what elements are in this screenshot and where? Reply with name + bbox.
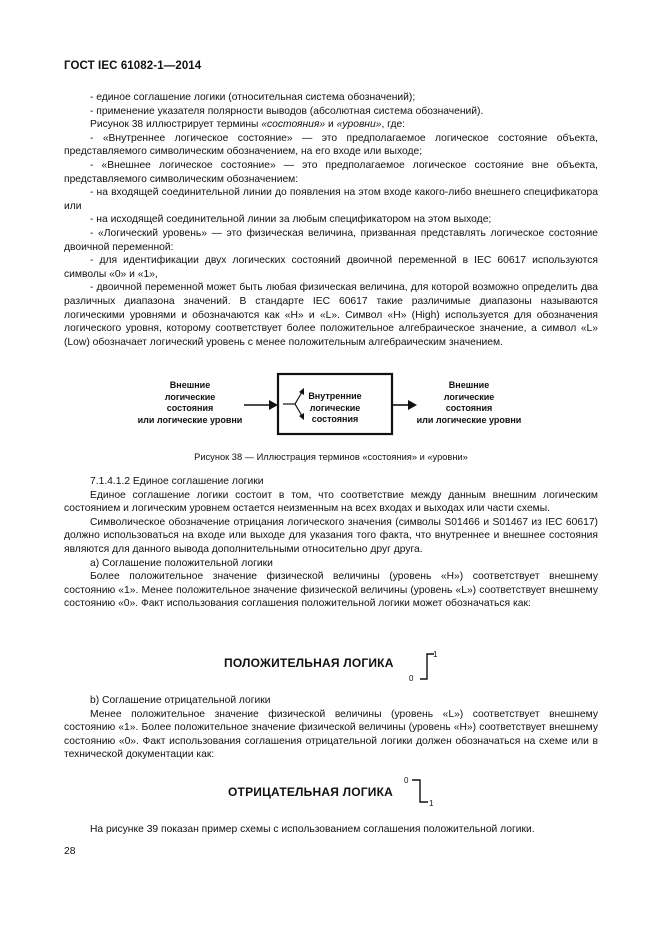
positive-logic-label: ПОЛОЖИТЕЛЬНАЯ ЛОГИКА bbox=[224, 656, 394, 670]
page-number: 28 bbox=[64, 846, 76, 857]
paragraph: На рисунке 39 показан пример схемы с использованием соглашения положительной логики. bbox=[90, 824, 535, 835]
paragraph: a) Соглашение положительной логики bbox=[90, 557, 273, 569]
external-states-left-label: Внешние логические состояния или логические уровни bbox=[137, 380, 243, 425]
positive-logic-symbol bbox=[404, 650, 438, 684]
intro-text bbox=[64, 91, 598, 349]
high-digit: 0 bbox=[404, 776, 409, 785]
paragraph: Рисунок 38 иллюстрирует термины «состояния» и «уровни», где: bbox=[90, 119, 406, 131]
input-arrow bbox=[269, 400, 278, 410]
paragraph: - «Внутреннее логическое состояние» — это предполагаемое логическое состояние объекта, представляемого символическим обозначением, на его входе или выходе; bbox=[64, 132, 598, 158]
paragraph: - двоичной переменной может быть любая физическая величина, для которой возможно определить два различных диапазона значений. В стандарте IEC 60617 такие различимые диапазоны называются логическими уровнями и обозначаются как «H» и «L». Символ «H» (High) используется для обозначения логического уровня, которому соответствует более положительное алгебраическое значение, а символ «L» (Low) обозначает логический уровень с менее положительным алгебраическим значением. bbox=[64, 282, 598, 348]
document-header: ГОСТ IEC 61082-1—2014 bbox=[64, 60, 202, 72]
low-digit: 1 bbox=[429, 799, 434, 808]
paragraph: b) Соглашение отрицательной логики bbox=[90, 695, 271, 706]
external-states-right-label: Внешние логические состояния или логические уровни bbox=[416, 380, 522, 425]
paragraph: Менее положительное значение физической величины (уровень «L») соответствует внешнему состоянию «1». Более положительное значение физической величины (уровень «H») соответствует внешнему состоянию «0». Факт использования соглашения отрицательной логики должен обозначаться на схеме или в технической документации как: bbox=[64, 708, 598, 761]
high-digit: 1 bbox=[433, 650, 438, 659]
paragraph: - «Логический уровень» — это физическая величина, призванная представлять логическое состояние двоичной переменной: bbox=[64, 227, 598, 253]
paragraph: - на входящей соединительной линии до появления на этом входе какого-либо внешнего спецификатора или bbox=[64, 187, 598, 212]
low-digit: 0 bbox=[409, 674, 414, 683]
paragraph: - «Внешнее логическое состояние» — это предполагаемое логическое состояние вне объекта, представляемого символическим обозначением: bbox=[64, 159, 598, 185]
internal-states-label: Внутренние логические состояния bbox=[308, 391, 362, 424]
section-7-1-4-1-2 bbox=[64, 475, 598, 611]
negative-logic-label: ОТРИЦАТЕЛЬНАЯ ЛОГИКА bbox=[228, 785, 393, 799]
paragraph: - применение указателя полярности выводов (абсолютная система обозначений). bbox=[90, 105, 484, 117]
paragraph: Единое соглашение логики состоит в том, что соответствие между данным внешним логическим состоянием и логическим уровнем остается неизменным на всех входах и выходах или части схемы. bbox=[64, 489, 598, 515]
paragraph: - для идентификации двух логических состояний двоичной переменной в IEC 60617 используются символы «0» и «1», bbox=[64, 255, 598, 280]
section-negative-logic bbox=[64, 694, 598, 762]
negative-logic-symbol bbox=[402, 776, 440, 810]
paragraph: Символическое обозначение отрицания логического значения (символы S01466 и S01467 из IEC 60617) должно использоваться на входе или выходе для указания того факта, что внутреннее и внешнее состояния являются для данного вывода дополнительными относительно друг друга. bbox=[64, 516, 598, 555]
final-paragraph bbox=[64, 823, 598, 837]
paragraph: - на исходящей соединительной линии за любым спецификатором на этом выходе; bbox=[90, 214, 492, 226]
figure-38 bbox=[64, 368, 598, 463]
figure-38-caption: Рисунок 38 — Иллюстрация терминов «состояния» и «уровни» bbox=[194, 452, 468, 462]
paragraph: Более положительное значение физической величины (уровень «H») соответствует внешнему состоянию «1». Менее положительное значение физической величины (уровень «L») соответствует внешнему состоянию «0». Факт использования соглашения положительной логики может обозначаться как: bbox=[64, 571, 598, 610]
paragraph: - единое соглашение логики (относительная система обозначений); bbox=[90, 92, 416, 103]
section-heading: 7.1.4.1.2 Единое соглашение логики bbox=[90, 476, 264, 487]
